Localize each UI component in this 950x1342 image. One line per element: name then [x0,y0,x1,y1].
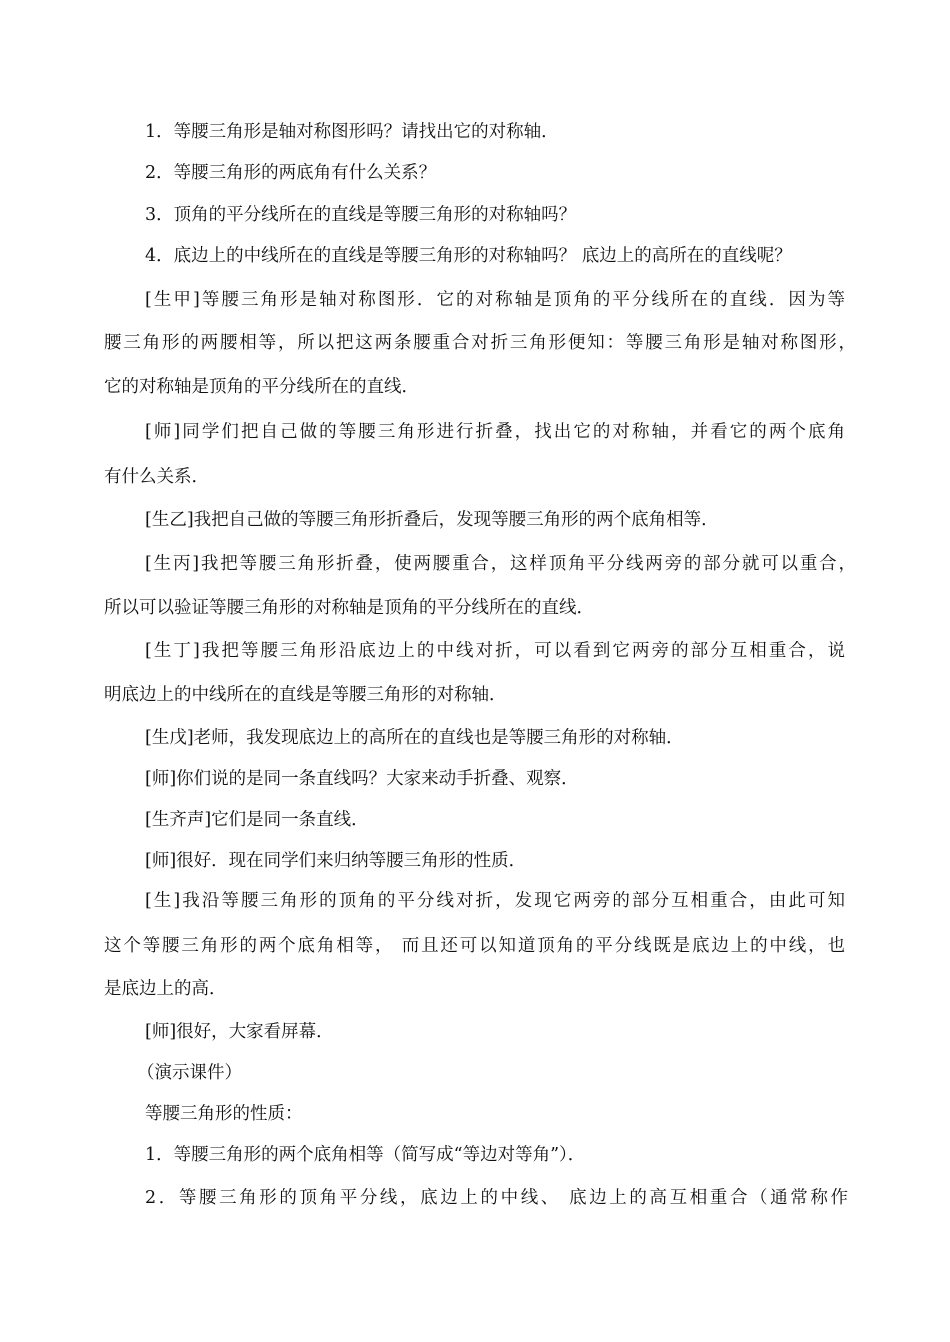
student-a-line-1: [生甲]等腰三角形是轴对称图形．它的对称轴是顶角的平分线所在的直线．因为等 [145,290,845,310]
student-d-line-1: [生丁]我把等腰三角形沿底边上的中线对折，可以看到它两旁的部分互相重合，说 [145,641,845,661]
student-c-line-1: [生丙]我把等腰三角形折叠，使两腰重合，这样顶角平分线两旁的部分就可以重合， [145,554,856,574]
student-b-line: [生乙]我把自己做的等腰三角形折叠后，发现等腰三角形的两个底角相等． [145,510,719,530]
student-a-line-2: 腰三角形的两腰相等，所以把这两条腰重合对折三角形便知：等腰三角形是轴对称图形， [104,333,856,353]
property-2: 2．等腰三角形的顶角平分线，底边上的中线、 底边上的高互相重合（通常称作 [145,1188,848,1208]
teacher-line-1: [师]同学们把自己做的等腰三角形进行折叠，找出它的对称轴，并看它的两个底角 [145,422,845,442]
teacher-screen-line: [师]很好，大家看屏幕． [145,1022,334,1042]
question-1: 1．等腰三角形是轴对称图形吗？请找出它的对称轴． [145,122,559,142]
question-2: 2．等腰三角形的两底角有什么关系？ [145,163,437,183]
student-line-1: [生]我沿等腰三角形的顶角的平分线对折，发现它两旁的部分互相重合，由此可知 [145,891,845,911]
student-a-line-3: 它的对称轴是顶角的平分线所在的直线． [104,377,419,397]
demo-courseware-line: （演示课件） [137,1063,242,1083]
question-3: 3．顶角的平分线所在的直线是等腰三角形的对称轴吗？ [145,205,577,225]
question-4: 4．底边上的中线所在的直线是等腰三角形的对称轴吗？ 底边上的高所在的直线呢？ [145,246,792,266]
student-line-2: 这个等腰三角形的两个底角相等， 而且还可以知道顶角的平分线既是底边上的中线，也 [104,936,845,956]
student-line-3: 是底边上的高． [104,979,227,999]
student-c-line-2: 所以可以验证等腰三角形的对称轴是顶角的平分线所在的直线． [104,598,594,618]
students-chorus-line: [生齐声]它们是同一条直线． [145,810,369,830]
teacher-question-line: [师]你们说的是同一条直线吗？大家来动手折叠、观察． [145,769,579,789]
teacher-line-2: 有什么关系． [104,467,209,487]
teacher-summary-line: [师]很好．现在同学们来归纳等腰三角形的性质． [145,851,527,871]
student-d-line-2: 明底边上的中线所在的直线是等腰三角形的对称轴． [104,685,507,705]
student-e-line: [生戊]老师，我发现底边上的高所在的直线也是等腰三角形的对称轴． [145,728,684,748]
property-1: 1．等腰三角形的两个底角相等（简写成“等边对等角”）． [145,1145,586,1165]
properties-heading: 等腰三角形的性质： [145,1104,303,1124]
